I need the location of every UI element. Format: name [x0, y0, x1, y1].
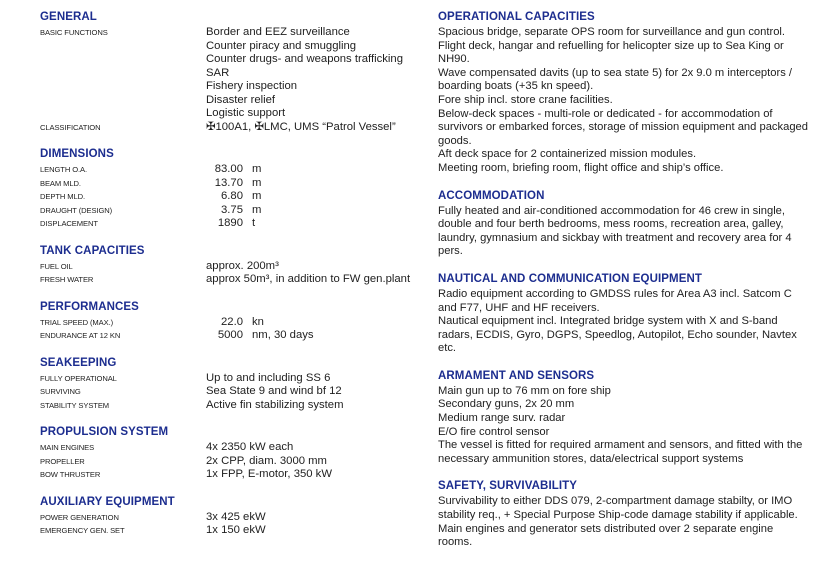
- spec-unit: m: [252, 163, 262, 175]
- spec-values: [206, 399, 425, 413]
- spec-value: Sea State 9 and wind bf 12: [206, 385, 342, 397]
- spec-value: [206, 204, 425, 218]
- section-title: NAUTICAL AND COMMUNICATION EQUIPMENT: [438, 272, 703, 285]
- spec-value: [206, 190, 425, 204]
- section-text-line: Aft deck space for 2 containerized mission modules.: [438, 148, 697, 161]
- spec-values: [206, 372, 425, 386]
- spec-label: STABILITY SYSTEM: [40, 400, 110, 410]
- spec-values: [206, 385, 425, 399]
- spec-number: 13.70: [214, 176, 243, 189]
- spec-row-fresh-water: [40, 273, 425, 287]
- spec-row-depth-mld: [40, 190, 425, 204]
- spec-values: [206, 316, 425, 330]
- spec-value: Logistic support: [206, 107, 286, 119]
- section-text-line: Radio equipment according to GMDSS rules for Area A3 incl. Satcom C: [438, 287, 792, 300]
- spec-label: BOW THRUSTER: [40, 470, 101, 479]
- spec-number: 5000: [217, 329, 243, 341]
- section-title: ARMAMENT AND SENSORS: [438, 369, 595, 382]
- spec-row-displacement: [40, 217, 425, 231]
- spec-row-fully-operational: [40, 372, 425, 386]
- spec-label: ENDURANCE AT 12 KN: [40, 331, 121, 340]
- section-text-line: Main gun up to 76 mm on fore ship: [438, 384, 611, 397]
- spec-label: MAIN ENGINES: [40, 443, 95, 452]
- section-text-line: Meeting room, briefing room, flight office and ship’s office.: [438, 161, 724, 174]
- spec-value: 3x 425 ekW: [206, 510, 266, 523]
- section-text-line: Fore ship incl. store crane facilities.: [438, 93, 613, 106]
- section-title: PERFORMANCES: [40, 300, 139, 313]
- spec-row-trial-speed-max: [40, 316, 425, 330]
- spec-row-emergency-gen-set: [40, 524, 425, 538]
- spec-row-power-generation: [40, 511, 425, 525]
- section-text-line: Fully heated and air-conditioned accommodation for 46 crew in single,: [438, 204, 786, 217]
- spec-label: FUEL OIL: [40, 261, 73, 271]
- section-dimensions: [40, 147, 425, 231]
- spec-unit: t: [252, 217, 256, 229]
- spec-row-bow-thruster: [40, 468, 425, 482]
- spec-value: Fishery inspection: [206, 80, 298, 92]
- spec-row-draught-design: [40, 204, 425, 218]
- section-text-line: necessary ammunition stores, data/electrical support systems: [438, 452, 744, 465]
- section-title: ACCOMMODATION: [438, 189, 545, 202]
- spec-unit: m: [252, 203, 262, 216]
- spec-value: [206, 177, 425, 191]
- spec-unit: m: [252, 176, 262, 189]
- spec-value: 4x 2350 kW each: [206, 441, 294, 453]
- section-text-line: NH90.: [438, 53, 470, 66]
- section-text-line: The vessel is fitted for required armament and sensors, and fitted with the: [438, 439, 803, 452]
- spec-values: [206, 273, 425, 287]
- spec-number: 6.80: [221, 190, 243, 202]
- section-text-line: Flight deck, hangar and refuelling for helicopter size up to Sea King or: [438, 39, 784, 52]
- spec-label: BASIC FUNCTIONS: [40, 28, 108, 37]
- section-accommodation: [438, 189, 828, 259]
- specs-right-column: [438, 10, 828, 563]
- spec-label: BEAM MLD.: [40, 178, 81, 188]
- spec-unit: nm, 30 days: [252, 329, 314, 341]
- spec-label: FULLY OPERATIONAL: [40, 373, 117, 383]
- section-text-line: boarding boats (+35 kn speed).: [438, 80, 594, 93]
- section-performances: [40, 300, 425, 343]
- spec-number: 1890: [217, 217, 243, 229]
- spec-value: Disaster relief: [206, 93, 276, 106]
- section-text-line: etc.: [438, 342, 457, 355]
- section-text-line: survivors or embarked forces, storage of mission equipment and packaged: [438, 121, 808, 134]
- spec-value: Active fin stabilizing system: [206, 398, 344, 411]
- spec-values: [206, 190, 425, 204]
- spec-values: [206, 177, 425, 191]
- spec-value: 2x CPP, diam. 3000 mm: [206, 454, 327, 467]
- spec-value: ✠100A1, ✠LMC, UMS “Patrol Vessel”: [206, 120, 396, 133]
- spec-values: [206, 329, 425, 343]
- section-operational-capacities: [438, 10, 828, 176]
- section-text-line: rooms.: [438, 536, 473, 549]
- spec-label: DEPTH MLD.: [40, 192, 85, 201]
- section-nautical-and-communication-equipment: [438, 272, 828, 356]
- spec-value: 1x FPP, E-motor, 350 kW: [206, 468, 332, 480]
- section-text-line: Wave compensated davits (up to sea state 5) for 2x 9.0 m interceptors /: [438, 66, 793, 79]
- spec-label: PROPELLER: [40, 456, 85, 466]
- spec-value: Counter drugs- and weapons trafficking: [206, 53, 403, 65]
- section-title: DIMENSIONS: [40, 148, 114, 160]
- spec-number: 22.0: [221, 315, 243, 328]
- spec-values: [206, 524, 425, 538]
- section-safety-survivability: [438, 479, 828, 549]
- spec-value: approx. 200m³: [206, 259, 279, 272]
- section-text-line: double and four berth bedrooms, mess rooms, recreation area, galley,: [438, 218, 784, 231]
- section-text-line: Secondary guns, 2x 20 mm: [438, 398, 575, 411]
- spec-row-propeller: [40, 455, 425, 469]
- spec-values: [206, 204, 425, 218]
- spec-value: SAR: [206, 66, 230, 79]
- spec-values: [206, 260, 425, 274]
- section-seakeeping: [40, 356, 425, 413]
- spec-values: [206, 121, 425, 135]
- section-text-line: pers.: [438, 245, 463, 258]
- section-text-line: and F77, UHF and HF receivers.: [438, 301, 600, 314]
- spec-values: [206, 163, 425, 177]
- section-title: GENERAL: [40, 11, 97, 23]
- spec-value: [206, 329, 425, 343]
- spec-value: [206, 316, 425, 330]
- section-title: AUXILIARY EQUIPMENT: [40, 495, 175, 508]
- section-text-line: Nautical equipment incl. Integrated bridge system with X and S-band: [438, 315, 778, 328]
- spec-number: 83.00: [214, 163, 243, 175]
- spec-row-main-engines: [40, 441, 425, 455]
- spec-row-beam-mld: [40, 177, 425, 191]
- spec-value: 1x 150 ekW: [206, 524, 266, 536]
- section-general: [40, 10, 425, 134]
- spec-label: SURVIVING: [40, 387, 81, 396]
- section-text-line: radars, ECDIS, Gyro, DGPS, Speedlog, Autopilot, Echo sounder, Navtex: [438, 328, 797, 341]
- spec-label: LENGTH O.A.: [40, 165, 88, 174]
- spec-value: approx 50m³, in addition to FW gen.plant: [206, 273, 411, 285]
- section-text-line: laundry, gymnasium and sickbay with treatment and recovery area for 4: [438, 231, 792, 244]
- section-propulsion-system: [40, 425, 425, 482]
- section-text-line: E/O fire control sensor: [438, 425, 550, 438]
- section-text-line: Below-deck spaces - multi-role or dedicated - for accommodation of: [438, 107, 773, 120]
- section-title: SAFETY, SURVIVABILITY: [438, 480, 578, 493]
- section-title: OPERATIONAL CAPACITIES: [438, 11, 595, 23]
- spec-row-surviving: [40, 385, 425, 399]
- spec-number: 3.75: [221, 203, 243, 216]
- section-title: PROPULSION SYSTEM: [40, 426, 169, 438]
- spec-value: Border and EEZ surveillance: [206, 26, 350, 38]
- spec-value: Counter piracy and smuggling: [206, 39, 357, 52]
- spec-values: [206, 455, 425, 469]
- spec-row-basic-functions: [40, 26, 425, 121]
- section-text-line: Main engines and generator sets distributed over 2 separate engine: [438, 522, 774, 535]
- spec-unit: m: [252, 190, 262, 202]
- section-armament-and-sensors: [438, 369, 828, 467]
- spec-label: CLASSIFICATION: [40, 122, 101, 132]
- spec-label: DRAUGHT (DESIGN): [40, 205, 113, 215]
- section-text-line: goods.: [438, 134, 472, 147]
- section-text-line: Medium range surv. radar: [438, 412, 566, 425]
- spec-row-length-o-a: [40, 163, 425, 177]
- section-text-line: Spacious bridge, separate OPS room for surveillance and gun control.: [438, 26, 786, 38]
- section-auxiliary-equipment: [40, 495, 425, 538]
- section-text-line: stability req., + Special Purpose Ship-code damage stability if applicable.: [438, 509, 798, 522]
- section-title: TANK CAPACITIES: [40, 244, 145, 257]
- spec-values: [206, 468, 425, 482]
- spec-label: EMERGENCY GEN. SET: [40, 526, 125, 535]
- section-tank-capacities: [40, 244, 425, 287]
- spec-values: [206, 511, 425, 525]
- spec-values: [206, 26, 425, 121]
- spec-values: [206, 217, 425, 231]
- spec-label: POWER GENERATION: [40, 512, 119, 522]
- spec-unit: kn: [252, 315, 264, 328]
- specs-left-column: [40, 10, 425, 551]
- spec-row-stability-system: [40, 399, 425, 413]
- spec-value: Up to and including SS 6: [206, 371, 331, 384]
- spec-row-classification: [40, 121, 425, 135]
- section-text-line: Survivability to either DDS 079, 2-compartment damage stabilty, or IMO: [438, 495, 793, 508]
- spec-row-fuel-oil: [40, 260, 425, 274]
- spec-value: [206, 217, 425, 231]
- spec-row-endurance-at-12-kn: [40, 329, 425, 343]
- section-title: SEAKEEPING: [40, 356, 117, 369]
- spec-label: FRESH WATER: [40, 275, 94, 284]
- spec-label: TRIAL SPEED (MAX.): [40, 317, 114, 327]
- spec-value: [206, 163, 425, 177]
- spec-label: DISPLACEMENT: [40, 219, 98, 228]
- spec-values: [206, 441, 425, 455]
